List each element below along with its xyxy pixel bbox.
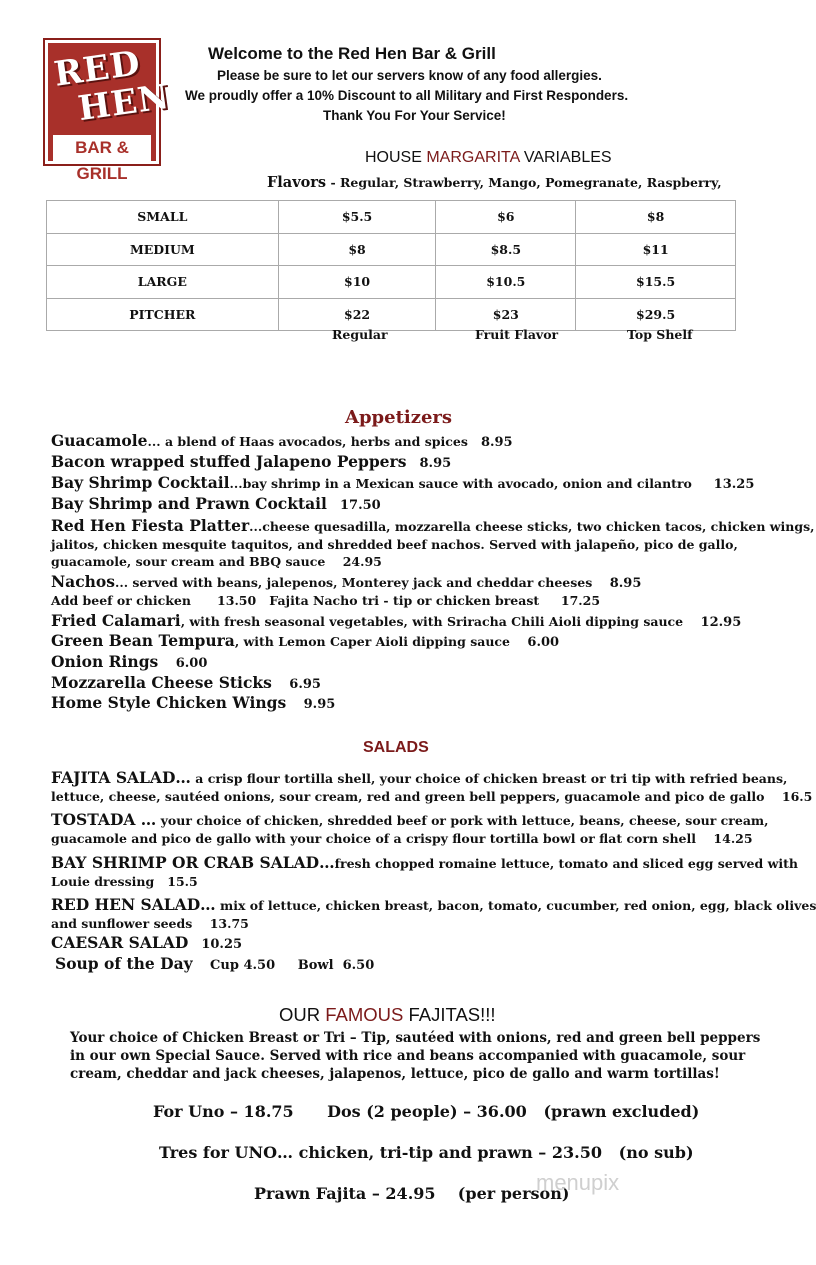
fajitas-tres-price: Tres for UNO… chicken, tri-tip and prawn – 23.50 (no sub) bbox=[159, 1143, 694, 1162]
menu-item-red-hen-salad: RED HEN SALAD… mix of lettuce, chicken breast, bacon, tomato, cucumber, red onion, egg, black olives bbox=[51, 895, 816, 914]
column-label-top-shelf: Top Shelf bbox=[627, 327, 693, 342]
tostada-desc-line2: guacamole and pico de gallo with your choice of a crispy flour tortilla bowl or flat corn shell 14.25 bbox=[51, 831, 753, 846]
appetizers-heading: Appetizers bbox=[345, 407, 453, 428]
menu-item-fajita-salad: FAJITA SALAD… a crisp flour tortilla shell, your choice of chicken breast or tri tip with refried beans, bbox=[51, 768, 788, 787]
table-row: LARGE $10 $10.5 $15.5 bbox=[47, 266, 736, 299]
menu-item-chicken-wings: Home Style Chicken Wings 9.95 bbox=[51, 693, 336, 712]
fajita-salad-desc-line2: lettuce, cheese, sautéed onions, sour cream, red and green bell peppers, guacamole and pico de gallo 16.5 bbox=[51, 789, 813, 804]
menu-item-fried-calamari: Fried Calamari, with fresh seasonal vegetables, with Sriracha Chili Aioli dipping sauce 12.95 bbox=[51, 611, 742, 630]
menu-item-guacamole: Guacamole... a blend of Haas avocados, herbs and spices 8.95 bbox=[51, 431, 513, 450]
menu-item-green-bean-tempura: Green Bean Tempura, with Lemon Caper Aioli dipping sauce 6.00 bbox=[51, 631, 560, 650]
menu-item-prawn-cocktail: Bay Shrimp and Prawn Cocktail 17.50 bbox=[51, 494, 381, 513]
logo-hen-text: HEN bbox=[75, 76, 173, 130]
menu-item-soup-of-the-day: Soup of the Day Cup 4.50 Bowl 6.50 bbox=[55, 954, 375, 973]
table-row: MEDIUM $8 $8.5 $11 bbox=[47, 233, 736, 266]
menu-item-bacon-jalapeno: Bacon wrapped stuffed Jalapeno Peppers 8.95 bbox=[51, 452, 452, 471]
fiesta-platter-desc-line2: jalitos, chicken mesquite taquitos, and shredded beef nachos. Served with jalapeño, pico de gallo, bbox=[51, 537, 738, 552]
menu-item-onion-rings: Onion Rings 6.00 bbox=[51, 652, 208, 671]
logo-red-text: RED bbox=[51, 43, 144, 95]
menu-item-caesar-salad: CAESAR SALAD 10.25 bbox=[51, 933, 243, 952]
red-hen-salad-desc-line2: and sunflower seeds 13.75 bbox=[51, 916, 249, 931]
fajitas-desc-line2: in our own Special Sauce. Served with rice and beans accompanied with guacamole, sour bbox=[70, 1048, 746, 1064]
menu-item-fiesta-platter: Red Hen Fiesta Platter...cheese quesadilla, mozzarella cheese sticks, two chicken tacos, chicken wings, bbox=[51, 516, 815, 535]
menu-item-crab-salad: BAY SHRIMP OR CRAB SALAD…fresh chopped romaine lettuce, tomato and sliced egg served with bbox=[51, 853, 798, 872]
nachos-add-ons: Add beef or chicken 13.50 Fajita Nacho tri - tip or chicken breast 17.25 bbox=[51, 593, 601, 608]
menu-item-bay-shrimp-cocktail: Bay Shrimp Cocktail...bay shrimp in a Mexican sauce with avocado, onion and cilantro 13.25 bbox=[51, 473, 755, 492]
fajitas-uno-dos-price: For Uno – 18.75 Dos (2 people) – 36.00 (prawn excluded) bbox=[153, 1102, 700, 1121]
crab-salad-desc-line2: Louie dressing 15.5 bbox=[51, 874, 198, 889]
logo-bar-grill-text: BAR & GRILL bbox=[53, 135, 151, 161]
menu-item-tostada: TOSTADA … your choice of chicken, shredded beef or pork with lettuce, beans, cheese, sour cream, bbox=[51, 810, 769, 829]
margarita-price-table bbox=[46, 200, 736, 331]
fajitas-prawn-price: Prawn Fajita – 24.95 (per person) bbox=[254, 1184, 570, 1203]
allergy-notice: Please be sure to let our servers know of any food allergies. bbox=[217, 68, 602, 83]
menu-item-nachos: Nachos... served with beans, jalepenos, Monterey jack and cheddar cheeses 8.95 bbox=[51, 572, 642, 591]
fiesta-platter-desc-line3: guacamole, sour cream and BBQ sauce 24.95 bbox=[51, 554, 382, 569]
table-row: PITCHER $22 $23 $29.5 bbox=[47, 298, 736, 331]
column-label-regular: Regular bbox=[332, 327, 388, 342]
margarita-title: HOUSE MARGARITA VARIABLES bbox=[365, 149, 612, 166]
discount-notice: We proudly offer a 10% Discount to all Military and First Responders. bbox=[185, 88, 629, 103]
fajitas-desc-line3: cream, cheddar and jack cheeses, jalapenos, lettuce, pico de gallo and warm tortillas! bbox=[70, 1066, 720, 1082]
menupix-watermark: menupix bbox=[536, 1170, 620, 1195]
restaurant-logo bbox=[45, 40, 173, 183]
margarita-flavors: Flavors - Regular, Strawberry, Mango, Pomegranate, Raspberry, bbox=[267, 174, 722, 191]
menu-item-mozzarella-sticks: Mozzarella Cheese Sticks 6.95 bbox=[51, 673, 321, 692]
table-row: SMALL $5.5 $6 $8 bbox=[47, 201, 736, 234]
fajitas-desc-line1: Your choice of Chicken Breast or Tri – Tip, sautéed with onions, red and green bell peppers bbox=[70, 1030, 761, 1046]
salads-heading: SALADS bbox=[363, 739, 429, 756]
fajitas-heading: OUR FAMOUS FAJITAS!!! bbox=[279, 1004, 496, 1025]
thanks-notice: Thank You For Your Service! bbox=[323, 108, 506, 123]
column-label-fruit: Fruit Flavor bbox=[475, 327, 559, 342]
welcome-heading: Welcome to the Red Hen Bar & Grill bbox=[208, 44, 496, 63]
